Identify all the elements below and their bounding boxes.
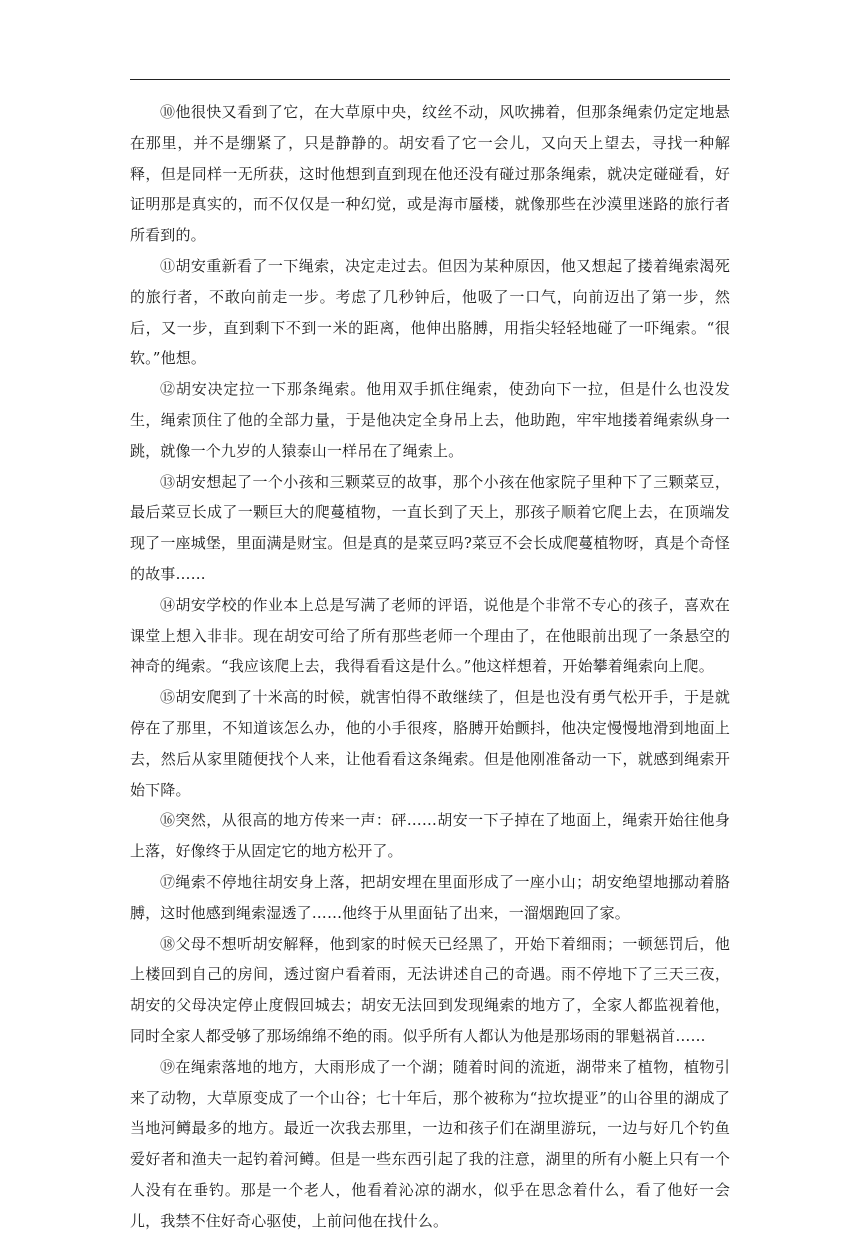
paragraph-15: ⑮胡安爬到了十米高的时候，就害怕得不敢继续了，但是也没有勇气松开手，于是就停在了那里，不知道该怎么办，他的小手很疼，胳膊开始颤抖，他决定慢慢地滑到地面上去，然后从家里随便找个人来，让他看看这条绳索。但是他刚准备动一下，就感到绳索开始下降。 <box>130 688 730 799</box>
paragraph-17: ⑰绳索不停地往胡安身上落，把胡安埋在里面形成了一座小山；胡安绝望地挪动着胳膊，这时他感到绳索湿透了……他终于从里面钻了出来，一溜烟跑回了家。 <box>130 872 730 922</box>
paragraph-18: ⑱父母不想听胡安解释，他到家的时候天已经黑了，开始下着细雨；一顿惩罚后，他上楼回到自己的房间，透过窗户看着雨，无法讲述自己的奇遇。雨不停地下了三天三夜，胡安的父母决定停止度假回城去；胡安无法回到发现绳索的地方了，全家人都监视着他，同时全家人都受够了那场绵绵不绝的雨。似乎所有人都认为他是那场雨的罪魁祸首…… <box>130 934 730 1045</box>
document-body <box>130 97 730 1236</box>
header-rule <box>130 79 730 80</box>
paragraph-11: ⑪胡安重新看了一下绳索，决定走过去。但因为某种原因，他又想起了搂着绳索渴死的旅行者，不敢向前走一步。考虑了几秒钟后，他吸了一口气，向前迈出了第一步，然后，又一步，直到剩下不到一米的距离，他伸出胳膊，用指尖轻轻地碰了一吓绳索。“很软。”他想。 <box>130 256 730 368</box>
paragraph-12: ⑫胡安决定拉一下那条绳索。他用双手抓住绳索，使劲向下一拉，但是什么也没发生，绳索顶住了他的全部力量，于是他决定全身吊上去，他助跑，牢牢地搂着绳索纵身一跳，就像一个九岁的人猿泰山一样吊在了绳索上。 <box>130 380 730 460</box>
paragraph-13: ⑬胡安想起了一个小孩和三颗菜豆的故事，那个小孩在他家院子里种下了三颗菜豆，最后菜豆长成了一颗巨大的爬蔓植物，一直长到了天上，那孩子顺着它爬上去，在顶端发现了一座城堡，里面满是财宝。但是真的是菜豆吗?菜豆不会长成爬蔓植物呀，真是个奇怪的故事…… <box>130 472 730 583</box>
paragraph-19: ⑲在绳索落地的地方，大雨形成了一个湖；随着时间的流逝，湖带来了植物，植物引来了动物，大草原变成了一个山谷；七十年后，那个被称为“拉坎提亚”的山谷里的湖成了当地河鳟最多的地方。最近一次我去那里，一边和孩子们在湖里游玩，一边与好几个钓鱼爱好者和渔夫一起钓着河鳟。但是一些东西引起了我的注意，湖里的所有小艇上只有一个人没有在垂钓。那是一个老人，他看着沁凉的湖水，似乎在思念着什么，看了他好一会儿，我禁不住好奇心驱使，上前问他在找什么。 <box>130 1057 730 1230</box>
paragraph-14: ⑭胡安学校的作业本上总是写满了老师的评语，说他是个非常不专心的孩子，喜欢在课堂上想入非非。现在胡安可给了所有那些老师一个理由了，在他眼前出现了一条悬空的神奇的绳索。“我应该爬上去，我得看看这是什么。”他这样想着，开始攀着绳索向上爬。 <box>130 595 730 676</box>
paragraph-16: ⑯突然，从很高的地方传来一声：砰……胡安一下子掉在了地面上，绳索开始往他身上落，好像终于从固定它的地方松开了。 <box>130 811 730 861</box>
paragraph-10: ⑩他很快又看到了它，在大草原中央，纹丝不动，风吹拂着，但那条绳索仍定定地悬在那里，并不是绷紧了，只是静静的。胡安看了它一会儿，又向天上望去，寻找一种解释，但是同样一无所获，这时他想到直到现在他还没有碰过那条绳索，就决定碰碰看，好证明那是真实的，而不仅仅是一种幻觉，或是海市蜃楼，就像那些在沙漠里迷路的旅行者所看到的。 <box>130 103 730 245</box>
